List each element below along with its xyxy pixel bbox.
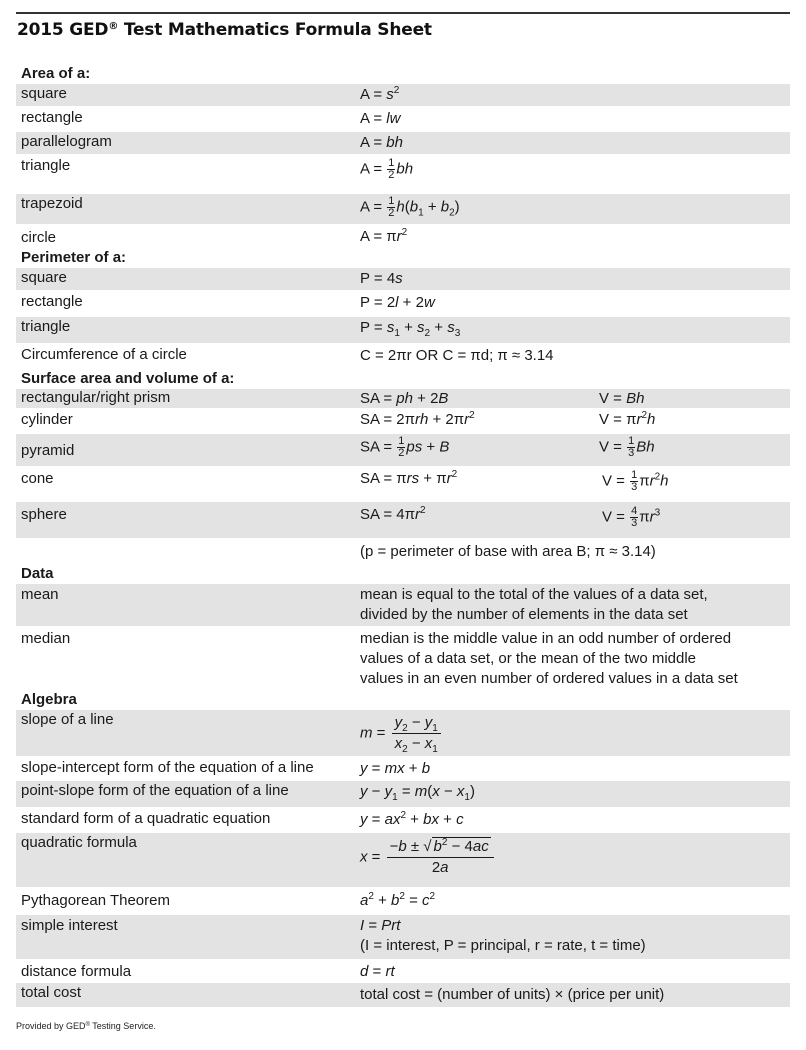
footer-credit: Provided by GED® Testing Service. — [16, 1021, 156, 1031]
row-median: median median is the middle value in an odd number of ordered values of a data set, or the mean of the two middle values in an even number of ordered values in a data set — [16, 628, 790, 690]
formula-cylinder-sa: SA = $2\pi rh + 2\pi r^2$ — [360, 410, 475, 428]
median-definition: median is the middle value in an odd number of ordered values of a data set, or the mean of the two middle values in an even number of ordered values in a data set — [360, 630, 738, 687]
surface-note: (p = perimeter of base with area B; π ≈ 3.14) — [360, 543, 656, 560]
row-sphere: sphere SA = $4\pi r^2$ V = $\frac{4}{3}$ $\pi r^3$ — [16, 502, 790, 540]
formula-sheet — [16, 64, 790, 1009]
formula-perimeter-rectangle: P = 2l + 2w — [360, 294, 435, 311]
row-slope: slope of a line m = $\frac{y_2 - y_1}{x_2 - x_1}$ — [16, 710, 790, 758]
row-total-cost: total cost total cost = (number of units) × (price per unit) — [16, 983, 790, 1009]
formula-cone-v: V = $\frac{1}{3}$ $\pi r^2h$ — [602, 469, 669, 493]
row-point-slope: point-slope form of the equation of a line $y - y_1 = m(x - x_1)$ — [16, 781, 790, 809]
mean-definition: mean is equal to the total of the values of a data set, divided by the number of elements in the data set — [360, 586, 708, 623]
section-data: Data — [16, 564, 790, 584]
formula-area-rectangle: A = lw — [360, 110, 401, 127]
formula-pyramid-v: V = $\frac{1}{3}$ Bh — [599, 435, 655, 459]
formula-pythagorean: $a^2 + b^2 = c^2$ — [360, 891, 436, 909]
row-perimeter-rectangle: rectangle P = 2l + 2w — [16, 292, 790, 317]
formula-area-circle: $A = \pi r^2$ — [360, 227, 408, 245]
formula-slope-intercept: y = mx + b — [360, 760, 431, 777]
formula-area-parallelogram: A = bh — [360, 134, 403, 151]
row-area-parallelogram: parallelogram A = bh — [16, 132, 790, 156]
row-perimeter-triangle: triangle $P = s_1 + s_2 + s_3$ — [16, 317, 790, 345]
row-area-circle: circle $A = \pi r^2$ — [16, 226, 790, 248]
row-mean: mean mean is equal to the total of the values of a data set, divided by the number of elements in the data set — [16, 584, 790, 628]
formula-prism-sa: SA = ph + 2B — [360, 390, 449, 407]
formula-pyramid-sa: SA = $\frac{1}{2}$ ps + B — [360, 435, 450, 459]
row-prism: rectangular/right prism SA = ph + 2B V = Bh — [16, 389, 790, 410]
row-slope-intercept: slope-intercept form of the equation of a line y = mx + b — [16, 758, 790, 781]
row-area-rectangle: rectangle A = lw — [16, 108, 790, 132]
formula-slope: m = $\frac{y_2 - y_1}{x_2 - x_1}$ — [360, 713, 441, 754]
section-perimeter: Perimeter of a: — [16, 248, 790, 268]
row-area-square: square $A = s^2$ — [16, 84, 790, 108]
top-rule — [16, 12, 790, 14]
formula-standard-quadratic: $y = ax^2$ + bx + c — [360, 810, 464, 828]
formula-quadratic: x = $\frac{-b \pm √ b^2 - 4ac}{2a}$ — [360, 837, 494, 878]
section-area: Area of a: — [16, 64, 790, 84]
row-simple-interest: simple interest I = Prt (I = interest, P = principal, r = rate, t = time) — [16, 915, 790, 961]
row-perimeter-square: square P = 4s — [16, 268, 790, 292]
row-cone: cone SA = $\pi rs + \pi r^2$ V = $\frac{1}{3}$ $\pi r^2h$ — [16, 468, 790, 502]
formula-simple-interest: I = Prt (I = interest, P = principal, r = rate, t = time) — [360, 917, 646, 954]
formula-prism-v: V = Bh — [599, 390, 645, 407]
row-pythagorean: Pythagorean Theorem $a^2 + b^2 = c^2$ — [16, 889, 790, 915]
formula-cone-sa: SA = $\pi rs + \pi r^2$ — [360, 469, 458, 487]
formula-perimeter-triangle: $P = s_1 + s_2 + s_3$ — [360, 319, 461, 339]
formula-area-trapezoid: A = $\frac{1}{2}$ $h(b_1 + b_2)$ — [360, 195, 460, 219]
section-algebra: Algebra — [16, 690, 790, 710]
row-area-triangle: triangle A = $\frac{1}{2}$ bh — [16, 156, 790, 194]
formula-circumference: C = 2πr OR C = πd; π ≈ 3.14 — [360, 347, 554, 364]
row-surface-note — [16, 540, 790, 564]
row-quadratic-formula: quadratic formula x = $\frac{-b \pm √ b^2 - 4ac}{2a}$ — [16, 833, 790, 889]
formula-cylinder-v: $V = \pi r^2h$ — [599, 410, 656, 428]
row-standard-quadratic: standard form of a quadratic equation $y = ax^2$ + bx + c — [16, 809, 790, 833]
formula-total-cost: total cost = (number of units) × (price per unit) — [360, 986, 665, 1003]
row-pyramid: pyramid SA = $\frac{1}{2}$ ps + B V = $\frac{1}{3}$ Bh — [16, 434, 790, 468]
row-cylinder: cylinder SA = $2\pi rh + 2\pi r^2$ $V = \pi r^2h$ — [16, 410, 790, 434]
formula-area-triangle: A = $\frac{1}{2}$ bh — [360, 157, 414, 181]
formula-area-square: $A = s^2$ — [360, 85, 400, 103]
formula-sphere-v: V = $\frac{4}{3}$ $\pi r^3$ — [602, 505, 661, 529]
section-surface: Surface area and volume of a: — [16, 369, 790, 389]
formula-distance: d = rt — [360, 963, 395, 980]
formula-sphere-sa: SA = $4\pi r^2$ — [360, 505, 426, 523]
formula-point-slope: $y - y_1 = m(x - x_1)$ — [360, 783, 475, 803]
row-distance: distance formula d = rt — [16, 961, 790, 983]
formula-perimeter-square: P = 4s — [360, 270, 403, 287]
page-title: 2015 GED® Test Mathematics Formula Sheet — [17, 20, 432, 40]
row-area-trapezoid: trapezoid A = $\frac{1}{2}$ $h(b_1 + b_2)$ — [16, 194, 790, 226]
row-circumference: Circumference of a circle C = 2πr OR C = πd; π ≈ 3.14 — [16, 345, 790, 369]
